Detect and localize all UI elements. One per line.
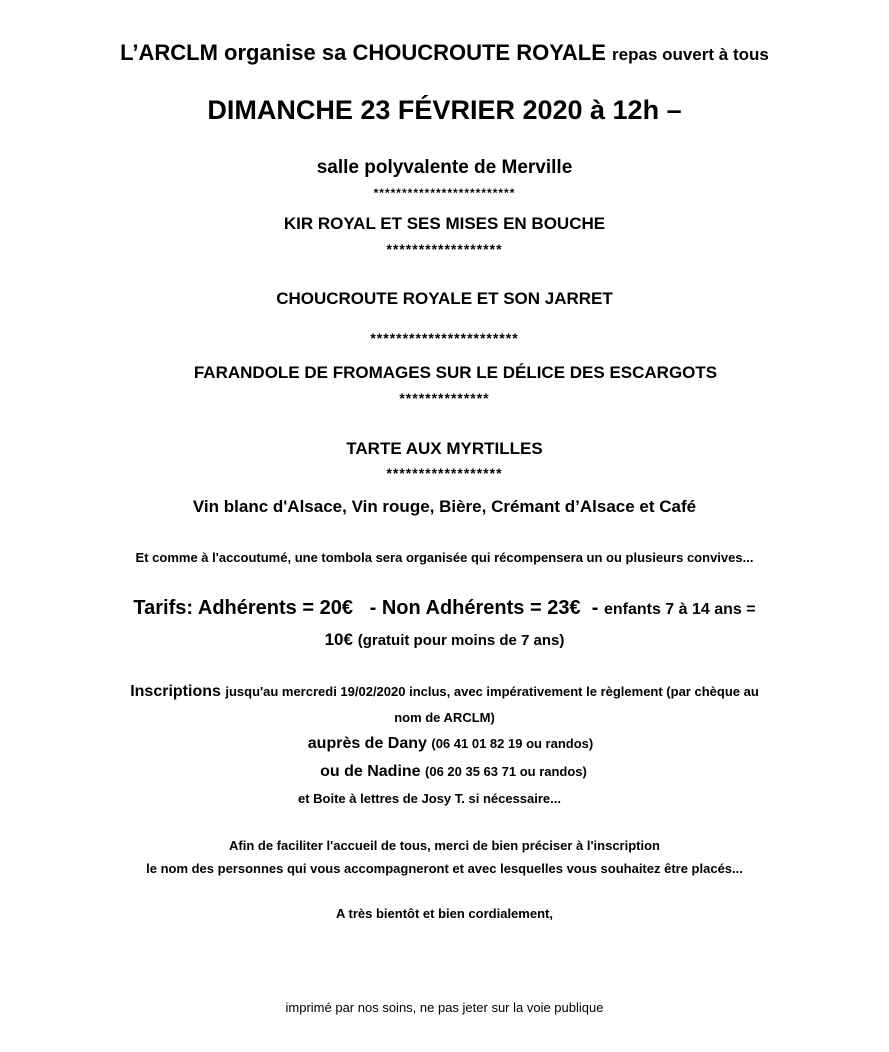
contact-dany-label: auprès de Dany [307, 735, 427, 752]
closing: A très bientôt et bien cordialement, [336, 906, 553, 921]
menu-item-kir: KIR ROYAL ET SES MISES EN BOUCHE [283, 214, 606, 233]
header-subtitle: repas ouvert à tous [612, 45, 769, 64]
inscriptions-line-2: nom de ARCLM) [394, 710, 495, 725]
contact-josy: et Boite à lettres de Josy T. si nécessaire... [297, 791, 561, 806]
contact-dany-phone: (06 41 01 82 19 ou randos) [431, 736, 594, 751]
contact-dany [0, 735, 889, 753]
note-line-2: le nom des personnes qui vous accompagneront et avec lesquelles vous souhaitez être placés... [146, 861, 743, 876]
separator-stars: ************** [399, 390, 490, 406]
drinks: Vin blanc d'Alsace, Vin rouge, Bière, Crémant d’Alsace et Café [192, 497, 697, 516]
contact-nadine [0, 763, 889, 781]
inscriptions-line-1 [0, 683, 889, 701]
tarifs-children-price: 10€ [324, 630, 353, 649]
separator-stars: ****************** [386, 465, 503, 481]
tarifs-free-note: (gratuit pour moins de 7 ans) [357, 632, 565, 649]
tarifs-children: enfants 7 à 14 ans = [603, 601, 756, 618]
menu-item-fromages: FARANDOLE DE FROMAGES SUR LE DÉLICE DES ESCARGOTS [193, 363, 718, 382]
menu-item-choucroute: CHOUCROUTE ROYALE ET SON JARRET [276, 289, 613, 308]
inscriptions-label: Inscriptions [130, 683, 221, 700]
menu-item-tarte: TARTE AUX MYRTILLES [346, 439, 543, 458]
venue: salle polyvalente de Merville [316, 157, 573, 178]
note-line-1: Afin de faciliter l'accueil de tous, merci de bien préciser à l'inscription [229, 838, 660, 853]
contact-nadine-phone: (06 20 35 63 71 ou randos) [425, 764, 587, 779]
tarifs-prices: Tarifs: Adhérents = 20€ - Non Adhérents = 23€ - [133, 597, 599, 619]
footer-notice: imprimé par nos soins, ne pas jeter sur la voie publique [285, 1000, 604, 1015]
separator-stars: ****************** [386, 241, 503, 257]
header-title: L’ARCLM organise sa CHOUCROUTE ROYALE [120, 40, 606, 65]
contact-nadine-label: ou de Nadine [320, 763, 421, 780]
inscriptions-text: jusqu'au mercredi 19/02/2020 inclus, avec impérativement le règlement (par chèque au [225, 684, 759, 699]
separator-stars: *********************** [370, 330, 519, 346]
header-line [0, 40, 889, 66]
event-date: DIMANCHE 23 FÉVRIER 2020 à 12h – [207, 95, 682, 125]
separator-stars: ************************* [373, 186, 516, 200]
tombola-text: Et comme à l'accoutumé, une tombola sera organisée qui récompensera un ou plusieurs convives... [135, 550, 754, 565]
tarifs-line-2 [0, 630, 889, 650]
tarifs-line-1 [0, 597, 889, 620]
